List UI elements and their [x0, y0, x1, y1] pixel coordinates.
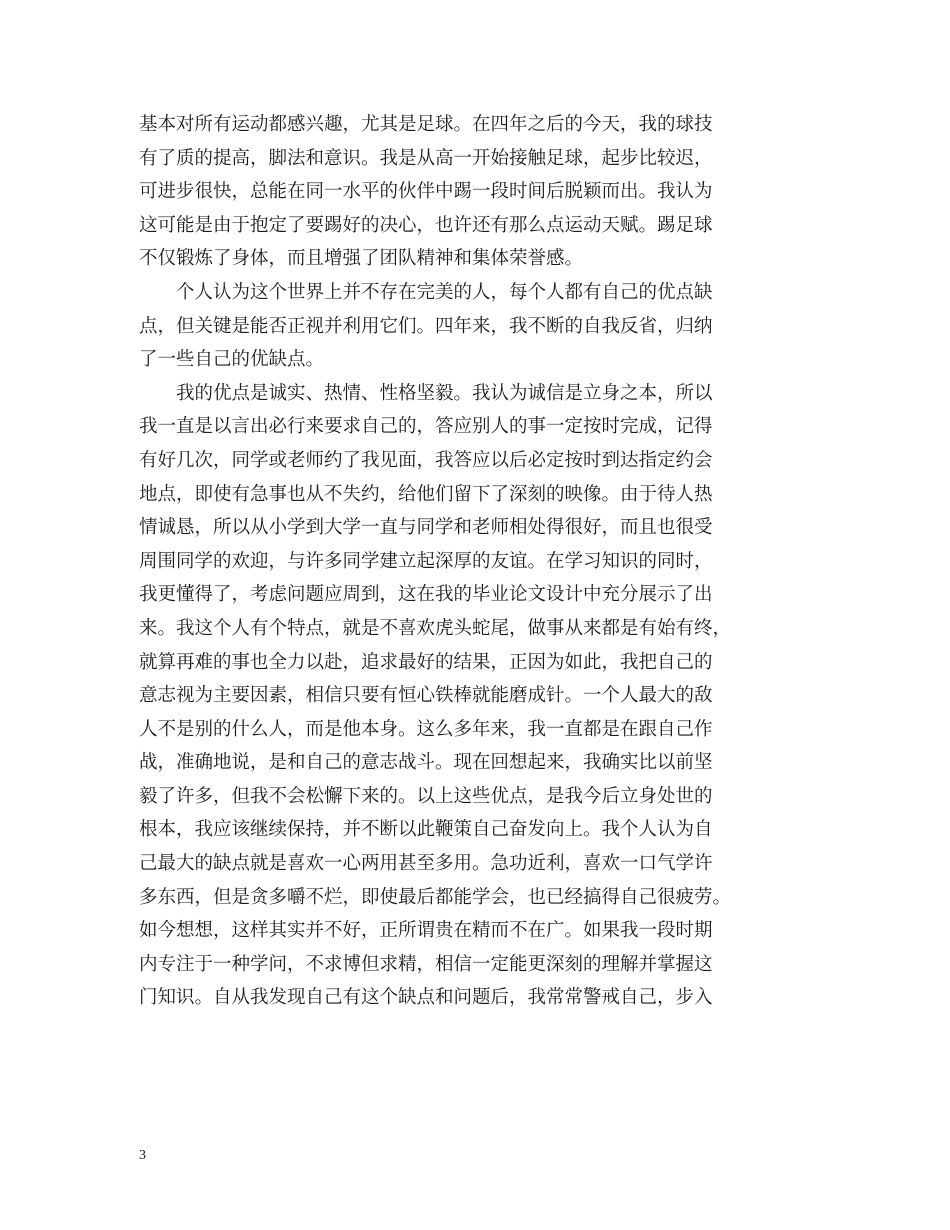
text-line: 这可能是由于抱定了要踢好的决心，也许还有那么点运动天赋。踢足球 [139, 214, 713, 236]
text-line: 意志视为主要因素，相信只要有恒心铁棒就能磨成针。一个人最大的敌 [139, 685, 713, 707]
text-line: 战，准确地说，是和自己的意志战斗。现在回想起来，我确实比以前坚 [139, 752, 713, 774]
text-line: 己最大的缺点就是喜欢一心两用甚至多用。急功近利，喜欢一口气学许 [139, 853, 713, 875]
text-line: 基本对所有运动都感兴趣，尤其是足球。在四年之后的今天，我的球技 [139, 114, 713, 135]
text-line: 内专注于一种学问，不求博但求精，相信一定能更深刻的理解并掌握这 [139, 953, 713, 975]
page-number: 3 [139, 1148, 146, 1163]
text-line: 不仅锻炼了身体，而且增强了团队精神和集体荣誉感。 [139, 248, 584, 270]
text-line: 毅了许多，但我不会松懈下来的。以上这些优点，是我今后立身处世的 [139, 785, 713, 807]
text-line: 来。我这个人有个特点，就是不喜欢虎头蛇尾，做事从来都是有始有终， [139, 617, 732, 639]
text-line: 人不是别的什么人，而是他本身。这么多年来，我一直都是在跟自己作 [139, 718, 713, 740]
text-line: 我更懂得了，考虑问题应周到，这在我的毕业论文设计中充分展示了出 [139, 584, 713, 606]
text-line: 点，但关键是能否正视并利用它们。四年来，我不断的自我反省，归纳 [139, 315, 713, 337]
text-line: 情诚恳，所以从小学到大学一直与同学和老师相处得很好，而且也很受 [139, 517, 713, 539]
text-line: 多东西，但是贪多嚼不烂，即使最后都能学会，也已经搞得自己很疲劳。 [139, 886, 732, 908]
text-line: 可进步很快，总能在同一水平的伙伴中踢一段时间后脱颖而出。我认为 [139, 181, 713, 203]
text-line: 有好几次，同学或老师约了我见面，我答应以后必定按时到达指定约会 [139, 449, 713, 471]
text-line: 有了质的提高，脚法和意识。我是从高一开始接触足球，起步比较迟， [139, 147, 713, 169]
text-line: 了一些自己的优缺点。 [139, 349, 325, 371]
text-line: 我的优点是诚实、热情、性格坚毅。我认为诚信是立身之本，所以 [139, 382, 713, 404]
text-line: 就算再难的事也全力以赴，追求最好的结果，正因为如此，我把自己的 [139, 651, 713, 673]
body-text [139, 108, 819, 1015]
text-line: 如今想想，这样其实并不好，正所谓贵在精而不在广。如果我一段时期 [139, 920, 713, 942]
text-line: 地点，即使有急事也从不失约，给他们留下了深刻的映像。由于待人热 [139, 483, 713, 505]
text-line: 个人认为这个世界上并不存在完美的人，每个人都有自己的优点缺 [139, 281, 713, 303]
text-line: 根本，我应该继续保持，并不断以此鞭策自己奋发向上。我个人认为自 [139, 819, 713, 841]
text-line: 周围同学的欢迎，与许多同学建立起深厚的友谊。在学习知识的同时， [139, 550, 713, 572]
text-line: 我一直是以言出必行来要求自己的，答应别人的事一定按时完成，记得 [139, 416, 713, 438]
text-line: 门知识。自从我发现自己有这个缺点和问题后，我常常警戒自己，步入 [139, 987, 713, 1009]
